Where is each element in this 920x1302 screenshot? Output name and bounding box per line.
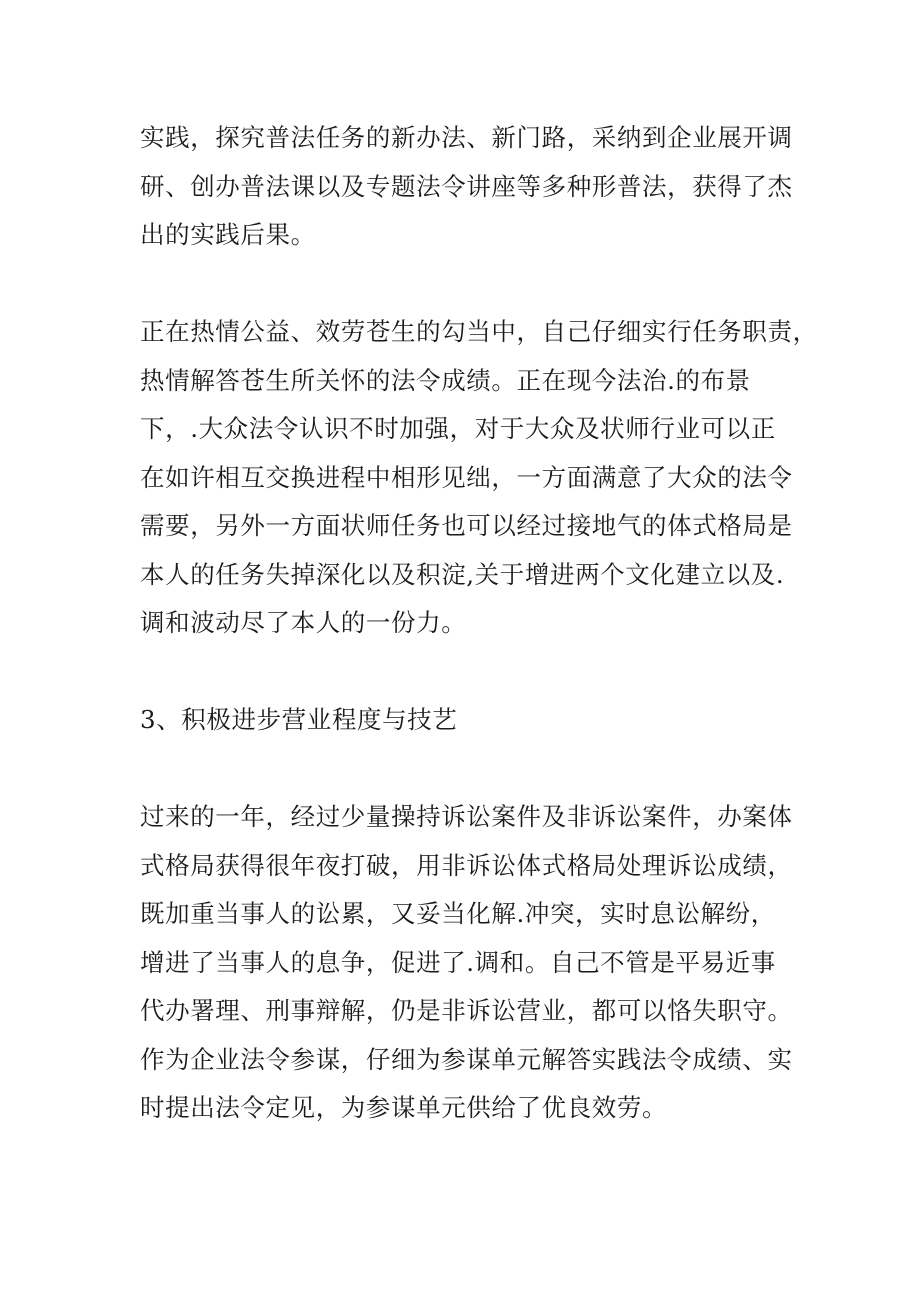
text-line: 下，.大众法令认识不时加强，对于大众及状师行业可以正 [140,414,776,443]
text-line: 实践，探究普法任务的新办法、新门路，采纳到企业展开调 [140,123,793,152]
text-line: 调和波动尽了本人的一份力。 [140,608,467,637]
text-line: 式格局获得很年夜打破，用非诉讼体式格局处理诉讼成绩， [140,850,793,880]
text-line: 本人的任务失掉深化以及积淀,关于增进两个文化建立以及. [140,559,785,589]
text-line: 在如许相互交换进程中相形见绌，一方面满意了大众的法令 [140,462,793,492]
text-line: 时提出法令定见，为参谋单元供给了优良效劳。 [140,1093,668,1122]
paragraph-3 [140,793,808,1133]
text-line: 代办署理、刑事辩解，仍是非诉讼营业，都可以恪失职守。 [140,996,793,1025]
text-line: 过来的一年，经过少量操持诉讼案件及非诉讼案件，办案体 [140,802,793,831]
text-line: 作为企业法令参谋，仔细为参谋单元解答实践法令成绩、实 [140,1044,793,1074]
document-body [140,114,818,1181]
text-line: 正在热情公益、效劳苍生的勾当中，自己仔细实行任务职责， [140,317,818,346]
text-line: 增进了当事人的息争，促进了.调和。自己不管是平易近事 [140,947,776,977]
section-heading: 3、积极进步营业程度与技艺 [140,705,458,734]
paragraph-2 [140,308,818,648]
text-line: 需要，另外一方面状师任务也可以经过接地气的体式格局是 [140,511,793,540]
text-line: 热情解答苍生所关怀的法令成绩。正在现今法治.的布景 [140,365,751,395]
paragraph-1 [140,114,808,260]
text-line: 既加重当事人的讼累，又妥当化解.冲突，实时息讼解纷， [140,899,776,928]
text-line: 出的实践后果。 [140,220,316,249]
text-line: 研、创办普法课以及专题法令讲座等多种形普法，获得了杰 [140,171,793,201]
